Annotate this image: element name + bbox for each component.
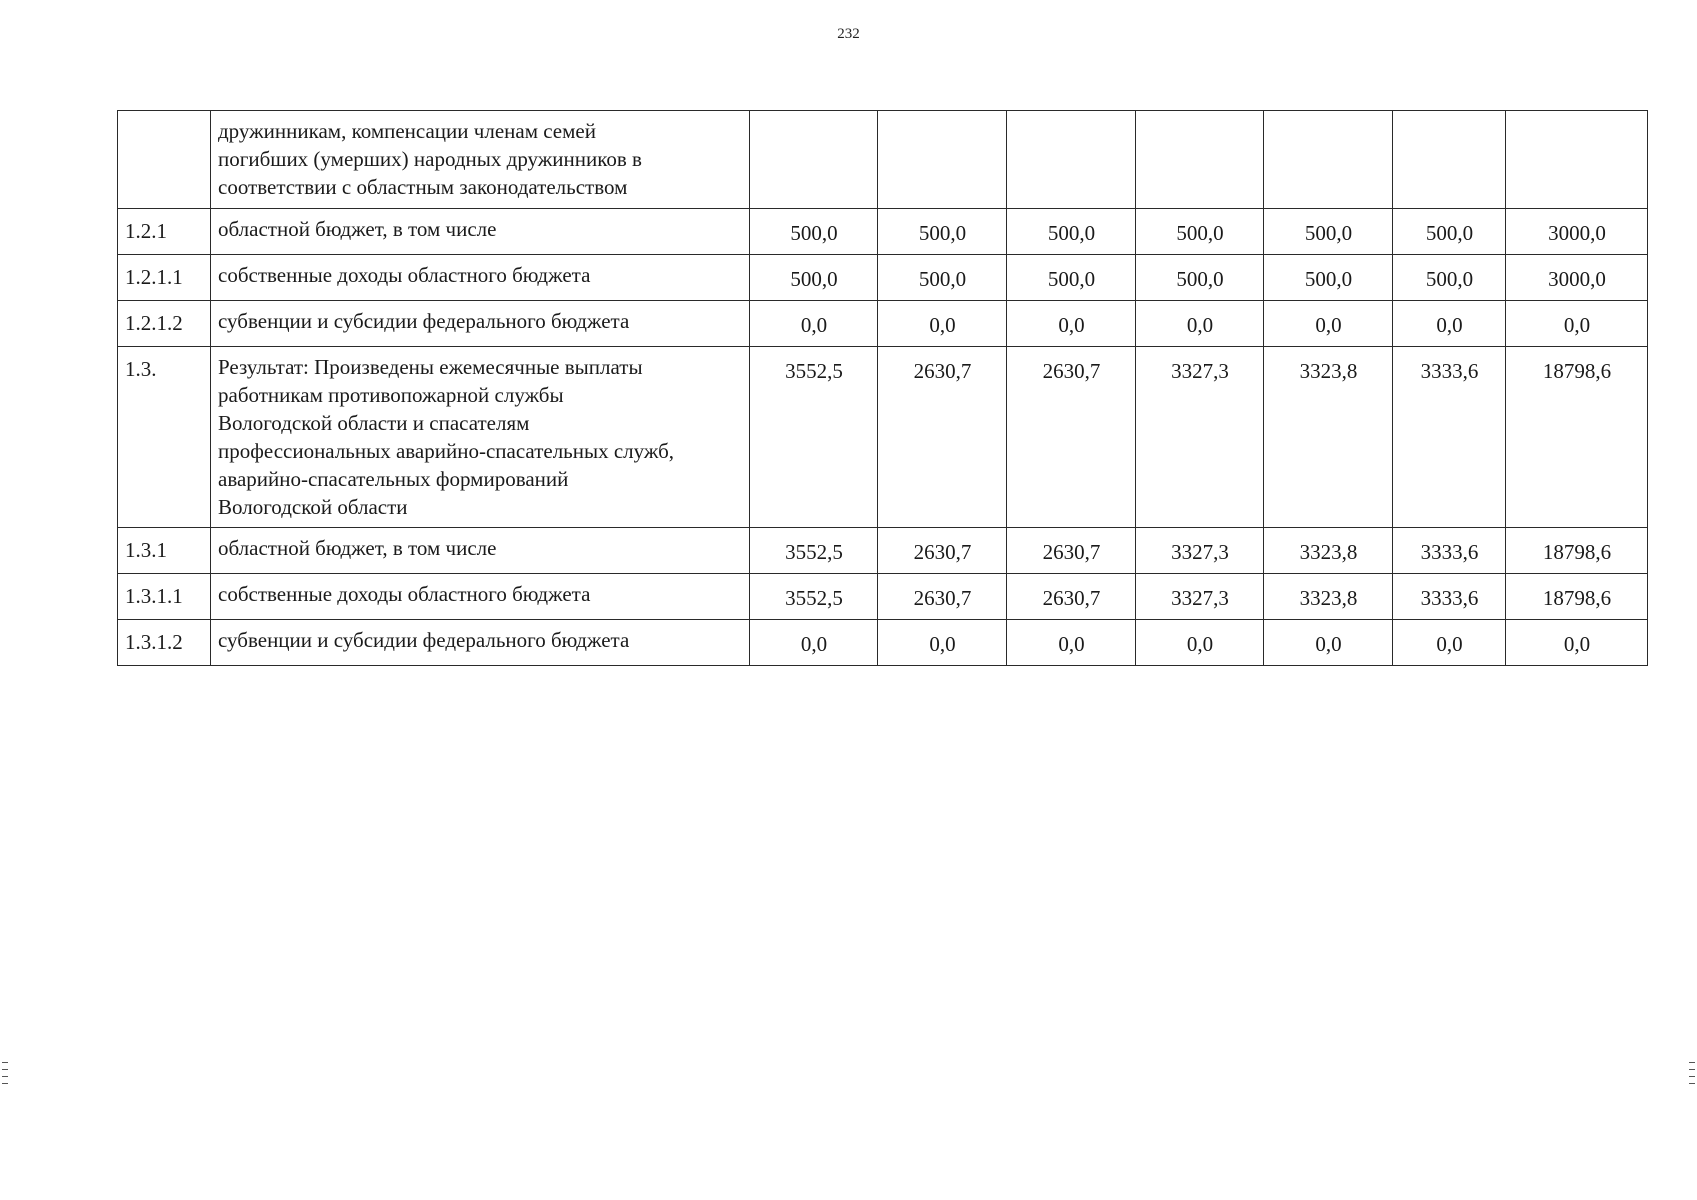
value-cell — [1506, 111, 1648, 209]
budget-table — [117, 110, 1648, 666]
value-cell — [750, 111, 878, 209]
row-description — [211, 574, 750, 620]
scan-edge-mark-right — [1689, 1062, 1695, 1090]
value-cell: 2630,7 — [878, 528, 1007, 574]
row-description — [211, 347, 750, 528]
description-line: аварийно-спасательных формирований — [218, 467, 569, 491]
row-description — [211, 111, 750, 209]
row-description — [211, 528, 750, 574]
value-cell: 18798,6 — [1506, 347, 1648, 528]
value-cell: 0,0 — [1506, 620, 1648, 666]
row-description — [211, 255, 750, 301]
row-code: 1.3. — [118, 347, 211, 528]
description-line: субвенции и субсидии федерального бюджета — [218, 309, 630, 333]
row-code — [118, 111, 211, 209]
row-code: 1.2.1.1 — [118, 255, 211, 301]
row-code: 1.3.1 — [118, 528, 211, 574]
value-cell: 3327,3 — [1136, 347, 1264, 528]
row-description — [211, 301, 750, 347]
table-row — [118, 111, 1648, 209]
value-cell: 3323,8 — [1264, 574, 1393, 620]
value-cell — [1264, 111, 1393, 209]
description-line: Вологодской области и спасателям — [218, 411, 530, 435]
value-cell: 500,0 — [1007, 209, 1136, 255]
value-cell: 0,0 — [750, 301, 878, 347]
value-cell: 500,0 — [1393, 209, 1506, 255]
value-cell: 0,0 — [1264, 620, 1393, 666]
value-cell: 0,0 — [1393, 301, 1506, 347]
description-line: областной бюджет, в том числе — [218, 536, 497, 560]
value-cell: 2630,7 — [878, 574, 1007, 620]
description-line: собственные доходы областного бюджета — [218, 582, 591, 606]
value-cell: 500,0 — [750, 255, 878, 301]
value-cell: 500,0 — [1264, 255, 1393, 301]
value-cell: 3333,6 — [1393, 528, 1506, 574]
row-description — [211, 209, 750, 255]
row-description — [211, 620, 750, 666]
description-line: собственные доходы областного бюджета — [218, 263, 591, 287]
value-cell: 500,0 — [750, 209, 878, 255]
value-cell: 2630,7 — [1007, 574, 1136, 620]
description-line: профессиональных аварийно-спасательных служб, — [218, 439, 675, 463]
value-cell: 3327,3 — [1136, 574, 1264, 620]
value-cell — [878, 111, 1007, 209]
row-code: 1.2.1.2 — [118, 301, 211, 347]
value-cell: 18798,6 — [1506, 574, 1648, 620]
value-cell: 3323,8 — [1264, 528, 1393, 574]
value-cell: 500,0 — [1136, 255, 1264, 301]
table-row — [118, 528, 1648, 574]
description-line: дружинникам, компенсации членам семей — [218, 119, 596, 143]
description-line: областной бюджет, в том числе — [218, 217, 497, 241]
scan-edge-mark-left — [2, 1062, 8, 1090]
table-body — [118, 111, 1648, 666]
value-cell: 0,0 — [1393, 620, 1506, 666]
value-cell — [1007, 111, 1136, 209]
value-cell: 0,0 — [1136, 301, 1264, 347]
description-line: погибших (умерших) народных дружинников в — [218, 147, 642, 171]
value-cell: 3552,5 — [750, 528, 878, 574]
value-cell: 3323,8 — [1264, 347, 1393, 528]
value-cell: 0,0 — [1136, 620, 1264, 666]
table-row — [118, 347, 1648, 528]
row-code: 1.3.1.2 — [118, 620, 211, 666]
value-cell: 500,0 — [1136, 209, 1264, 255]
value-cell: 500,0 — [1393, 255, 1506, 301]
value-cell: 2630,7 — [1007, 347, 1136, 528]
page-number: 232 — [837, 26, 860, 42]
description-line: субвенции и субсидии федерального бюджета — [218, 628, 630, 652]
description-line: работникам противопожарной службы — [218, 383, 564, 407]
value-cell: 2630,7 — [878, 347, 1007, 528]
value-cell: 3000,0 — [1506, 209, 1648, 255]
table-row — [118, 209, 1648, 255]
value-cell: 3327,3 — [1136, 528, 1264, 574]
value-cell: 0,0 — [878, 301, 1007, 347]
table-row — [118, 255, 1648, 301]
value-cell: 3552,5 — [750, 347, 878, 528]
value-cell: 3333,6 — [1393, 574, 1506, 620]
value-cell — [1393, 111, 1506, 209]
value-cell: 0,0 — [878, 620, 1007, 666]
value-cell: 500,0 — [878, 255, 1007, 301]
value-cell: 500,0 — [878, 209, 1007, 255]
row-code: 1.3.1.1 — [118, 574, 211, 620]
value-cell: 0,0 — [1264, 301, 1393, 347]
value-cell — [1136, 111, 1264, 209]
description-line: Вологодской области — [218, 495, 408, 519]
table-row — [118, 620, 1648, 666]
value-cell: 500,0 — [1007, 255, 1136, 301]
description-line: Результат: Произведены ежемесячные выплаты — [218, 355, 643, 379]
value-cell: 3552,5 — [750, 574, 878, 620]
value-cell: 2630,7 — [1007, 528, 1136, 574]
description-line: соответствии с областным законодательством — [218, 175, 628, 199]
value-cell: 500,0 — [1264, 209, 1393, 255]
value-cell: 18798,6 — [1506, 528, 1648, 574]
value-cell: 0,0 — [1007, 620, 1136, 666]
value-cell: 3333,6 — [1393, 347, 1506, 528]
table-row — [118, 574, 1648, 620]
value-cell: 3000,0 — [1506, 255, 1648, 301]
value-cell: 0,0 — [1007, 301, 1136, 347]
value-cell: 0,0 — [1506, 301, 1648, 347]
table-row — [118, 301, 1648, 347]
row-code: 1.2.1 — [118, 209, 211, 255]
value-cell: 0,0 — [750, 620, 878, 666]
